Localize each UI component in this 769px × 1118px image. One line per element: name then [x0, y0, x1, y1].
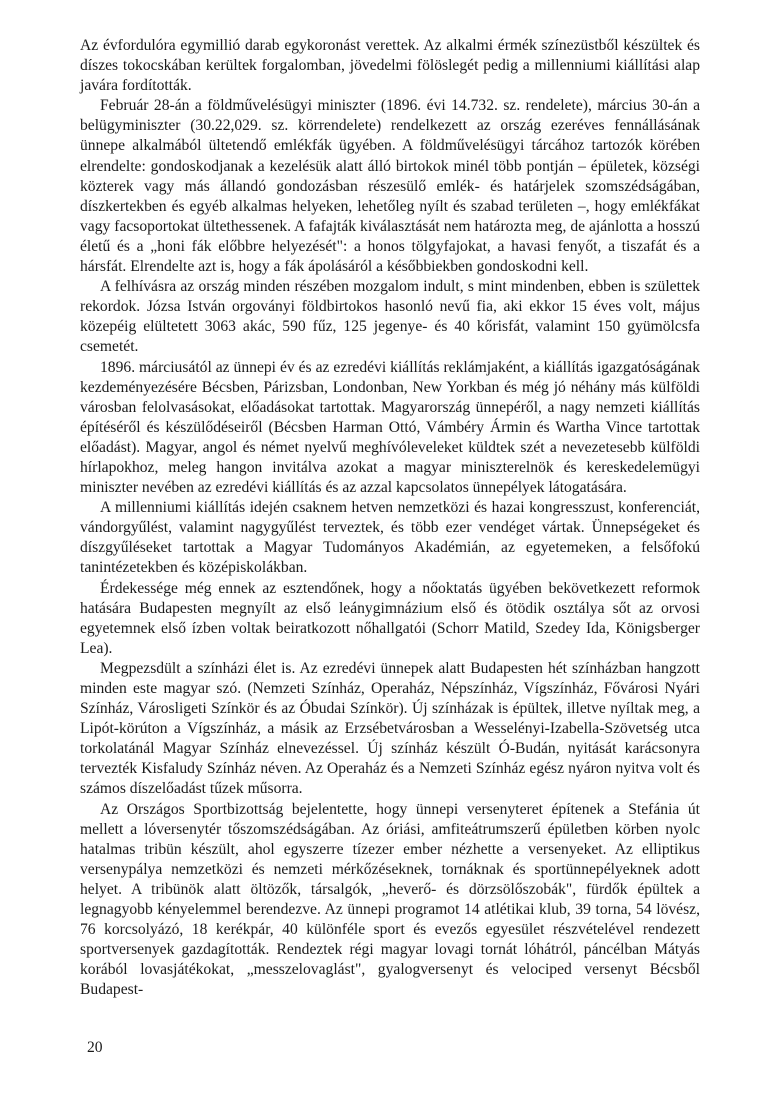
paragraph: Február 28-án a földművelésügyi miniszter (1896. évi 14.732. sz. rendelete), március 30-án a belügyminiszter (30.22,029. sz. körrendelete) rendelkezett az ország ezeréves fennállásának ünnepe alkalmából ültetendő emlékfák ügyében. A földművelésügyi tárcához tartozók körében elrendelte: gondoskodjanak a kezelésük alatt álló birtokok minél több pontján – épületek, községi közterek vagy más állandó gondozásban részesülő emlék- és határjelek szomszédságában, díszkertekben és egyéb alkalmas helyeken, lehetőleg nyílt és szabad területen –, hogy emlékfákat vagy facsoportokat ültethessenek. A fafajták kiválasztását nem határozta meg, de ajánlotta a hosszú életű és a „honi fák előbbre helyezését": a honos tölgyfajokat, a havasi fenyőt, a tiszafát és a hársfát. Elrendelte azt is, hogy a fák ápolásáról a későbbiekben gondoskodni kell. — [80, 97, 700, 276]
paragraph: A millenniumi kiállítás idején csaknem hetven nemzetközi és hazai kongresszust, konferenciát, vándorgyűlést, valamint nagygyűlést terveztek, és több ezer vendéget vártak. Ünnepségeket és díszgyűléseket tartottak a Magyar Tudományos Akadémián, az egyetemeken, a felsőfokú tanintézetekben és középiskolákban. — [80, 499, 700, 577]
paragraph: 1896. márciusától az ünnepi év és az ezredévi kiállítás reklámjaként, a kiállítás igazgatóságának kezdeményezésére Bécsben, Párizsban, Londonban, New Yorkban és még jó néhány más külföldi városban felolvasásokat, előadásokat tartottak. Magyarország ünnepéről, a nagy nemzeti kiállítás építéséről és készülődéseiről (Bécsben Harman Ottó, Vámbéry Ármin és Wartha Vince tartottak előadást). Magyar, angol és német nyelvű meghívóleveleket küldtek szét a nevezetesebb külföldi hírlapokhoz, meleg hangon invitálva azokat a magyar miniszterelnök és kereskedelemügyi miniszter nevében az ezredévi kiállítás és az azzal kapcsolatos ünnepélyek látogatására. — [80, 358, 700, 497]
page-number: 20 — [87, 1039, 103, 1056]
paragraph: Az évfordulóra egymillió darab egykoronást verettek. Az alkalmi érmék színezüstből készültek és díszes tokocskában kerültek forgalomban, jövedelmi fölöslegét pedig a millenniumi kiállítási alap javára fordították. — [80, 37, 700, 95]
paragraph: Megpezsdült a színházi élet is. Az ezredévi ünnepek alatt Budapesten hét színházban hangzott minden este magyar szó. (Nemzeti Színház, Operaház, Népszínház, Vígszínház, Fővárosi Nyári Színház, Városligeti Színkör és az Óbudai Színkör). Új színházak is épültek, illetve nyíltak meg, a Lipót-körúton a Vígszínház, a másik az Erzsébetvárosban a Wesselényi-Izabella-Szövetség utca torkolatánál Magyar Színház elnevezéssel. Új színház készült Ó-Budán, nyitását karácsonyra tervezték Kisfaludy Színház néven. Az Operaház és a Nemzeti Színház egész nyáron nyitva volt és számos díszelőadást tűzek műsorra. — [80, 659, 700, 798]
paragraph: Érdekessége még ennek az esztendőnek, hogy a nőoktatás ügyében bekövetkezett reformok hatására Budapesten megnyílt az első leánygimnázium első és ötödik osztálya sőt az orvosi egyetemnek első ízben voltak beiratkozott nőhallgatói (Schorr Matild, Szedey Ida, Königsberger Lea). — [80, 579, 700, 657]
paragraph: A felhívásra az ország minden részében mozgalom indult, s mint mindenben, ebben is születtek rekordok. Józsa István orgoványi földbirtokos hasonló nevű fia, aki ekkor 15 éves volt, május közepéig elültetett 3063 akác, 590 fűz, 125 jegenye- és 40 kőrisfát, valamint 150 gyümölcsfa csemetét. — [80, 278, 700, 356]
page-body — [80, 36, 700, 1001]
paragraph: Az Országos Sportbizottság bejelentette, hogy ünnepi versenyteret építenek a Stefánia út mellett a lóversenytér tőszomszédságában. Az óriási, amfiteátrumszerű épületben körben nyolc hatalmas tribün készült, ahol egyszerre tízezer ember nézhette a versenyeket. Az elliptikus versenypálya nemzetközi és nemzeti mérkőzéseknek, tornáknak és sportünnepélyeknek adott helyet. A tribünök alatt öltözők, társalgók, „heverő- és dörzsölőszobák", fürdők épültek a legnagyobb kényelemmel berendezve. Az ünnepi programot 14 atlétikai klub, 39 torna, 54 lövész, 76 korcsolyázó, 18 kerékpár, 40 különféle sport és evezős egyesület részvételével rendezett sportversenyek gazdagították. Rendeztek régi magyar lovagi tornát lóhátról, páncélban Mátyás korából lovasjátékokat, „messzelovaglást", gyalogversenyt és velociped versenyt Bécsből Budapest- — [80, 800, 700, 999]
